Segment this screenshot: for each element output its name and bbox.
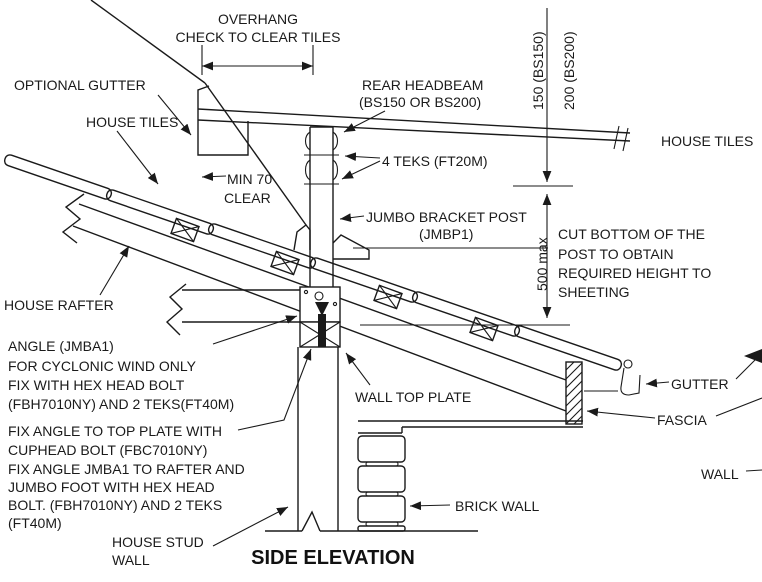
teks-leader-2 — [342, 161, 380, 179]
angle-note-leader — [213, 316, 297, 344]
dim-150-label: 150 (BS150) — [530, 31, 546, 110]
house-rafter-label: HOUSE RAFTER — [4, 297, 114, 313]
house-tiles-right-label: HOUSE TILES — [661, 133, 754, 149]
wall-label: WALL — [701, 466, 739, 482]
cut-note-line3: REQUIRED HEIGHT TO — [558, 265, 712, 281]
bracket-foot — [300, 287, 340, 347]
min-clear-label-line1: MIN 70 — [227, 171, 273, 187]
wall-top-plate-leader — [346, 353, 370, 385]
angle-note-line1: ANGLE (JMBA1) — [8, 338, 114, 354]
house-stud-label-line2: WALL — [112, 552, 150, 568]
jumbo-post-label-line1: JUMBO BRACKET POST — [366, 209, 527, 225]
cuphead-bolt-shaft — [318, 314, 326, 347]
sheeting-top-line — [198, 109, 630, 133]
tile — [513, 325, 622, 372]
fix-note-line6: (FT40M) — [8, 515, 62, 531]
gutter-leader-left — [646, 382, 669, 384]
rafter-break-symbol — [63, 194, 84, 243]
fix-note-line5: BOLT. (FBH7010NY) AND 2 TEKS — [8, 497, 223, 513]
stud-wall-verticals — [298, 347, 338, 531]
cut-note-line4: SHEETING — [558, 284, 630, 300]
cut-note-line2: POST TO OBTAIN — [558, 246, 674, 262]
house-tiles-left-leader — [117, 131, 158, 184]
house-tiles-left-label: HOUSE TILES — [86, 114, 179, 130]
jumbo-bracket-post — [304, 127, 339, 287]
overhang-dimension — [202, 45, 313, 75]
top-plate-break — [167, 284, 186, 335]
cut-note-line1: CUT BOTTOM OF THE — [558, 226, 706, 242]
fix-note-leader — [238, 349, 311, 430]
teks-leader-1 — [345, 156, 380, 158]
fascia-leader-left — [587, 411, 655, 418]
gutter-bead — [624, 360, 632, 368]
dim-500-label: 500 max — [534, 237, 550, 291]
house-stud-label-line1: HOUSE STUD — [112, 534, 204, 550]
min-clear-leader — [202, 176, 226, 177]
rear-headbeam-label-line2: (BS150 OR BS200) — [359, 94, 482, 110]
house-stud-wall-lines — [265, 347, 478, 531]
wall-leader-right — [746, 470, 762, 471]
teks-label: 4 TEKS (FT20M) — [382, 153, 488, 169]
fix-note-line2: CUPHEAD BOLT (FBC7010NY) — [8, 442, 208, 458]
brick — [358, 466, 405, 492]
fascia-leader-right — [716, 398, 762, 416]
gutter-label: GUTTER — [671, 376, 729, 392]
fascia-hatch — [566, 362, 582, 424]
fix-note-line1: FIX ANGLE TO TOP PLATE WITH — [8, 423, 222, 439]
flashing-left — [294, 225, 310, 250]
fascia-label: FASCIA — [657, 412, 707, 428]
fix-note-line4: JUMBO FOOT WITH HEX HEAD — [8, 479, 215, 495]
jumbo-post-leader — [340, 216, 364, 219]
sheeting-bottom-line — [198, 120, 630, 141]
top-plate-lines — [182, 290, 300, 322]
house-stud-leader — [213, 507, 288, 546]
brick-wall-graphic — [358, 436, 405, 531]
brick — [358, 496, 405, 522]
wall-top-plate-lines — [167, 284, 300, 335]
optional-gutter-label: OPTIONAL GUTTER — [14, 77, 146, 93]
house-rafter-leader — [100, 246, 129, 295]
min-clear-label-line2: CLEAR — [224, 190, 271, 206]
dim-200-label: 200 (BS200) — [561, 31, 577, 110]
sheeting-break-ticks — [614, 126, 628, 151]
fascia-board — [566, 362, 582, 424]
fix-note-line3: FIX ANGLE JMBA1 TO RAFTER AND — [8, 461, 245, 477]
angle-note-line2: FOR CYCLONIC WIND ONLY — [8, 358, 196, 374]
brick-wall-label: BRICK WALL — [455, 498, 540, 514]
gutter-section — [621, 368, 640, 395]
gutter-profile — [584, 360, 640, 395]
drawing-title: SIDE ELEVATION — [251, 547, 415, 569]
overhang-label-line1: OVERHANG — [217, 11, 299, 27]
jumbo-post-label-line2: (JMBP1) — [419, 226, 474, 242]
overhang-label-line2: CHECK TO CLEAR TILES — [175, 29, 341, 45]
brick — [358, 436, 405, 462]
extension-lines — [202, 45, 313, 75]
tile — [3, 154, 112, 201]
brick-wall-leader — [410, 505, 450, 506]
angle-note-line3: FIX WITH HEX HEAD BOLT — [8, 377, 185, 393]
patio-sheeting-lines — [198, 109, 630, 151]
soffit-lines — [358, 421, 583, 433]
eaves-soffit — [358, 421, 583, 433]
rear-headbeam-label-line1: REAR HEADBEAM — [362, 77, 484, 93]
angle-note-line4: (FBH7010NY) AND 2 TEKS(FT40M) — [8, 396, 235, 412]
wall-top-plate-label: WALL TOP PLATE — [355, 389, 472, 405]
brick — [358, 526, 405, 531]
flashing-right — [333, 235, 369, 259]
edge-arrow-left — [744, 349, 762, 363]
